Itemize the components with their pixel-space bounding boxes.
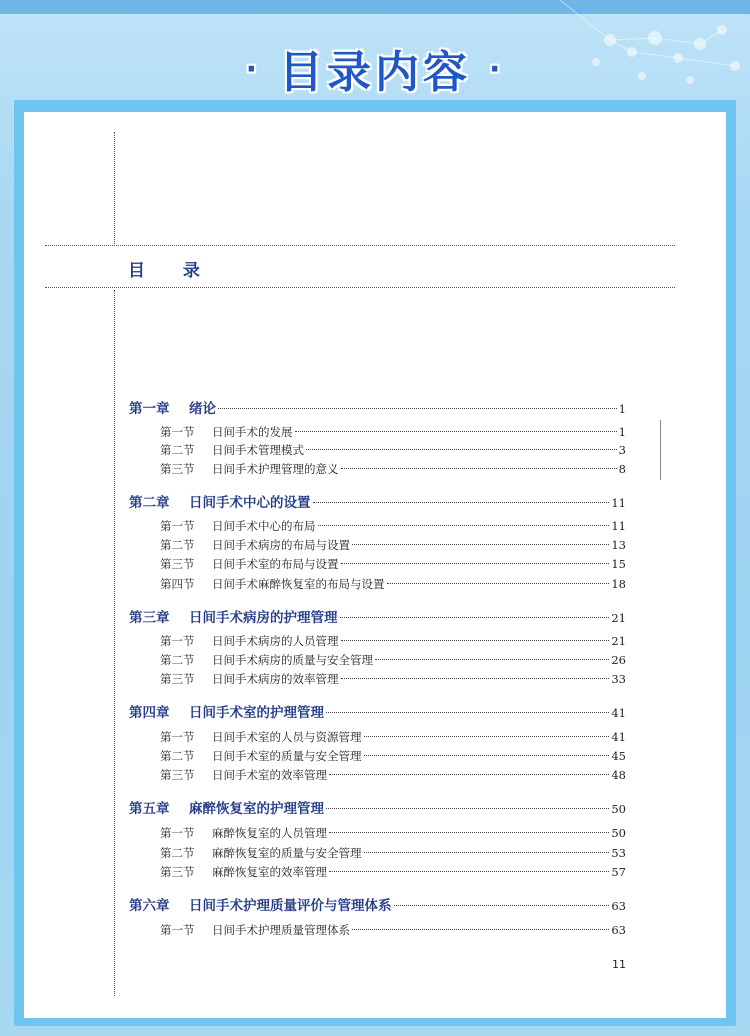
chapter-title: 日间手术中心的设置: [189, 495, 311, 511]
section-number: 第三节: [160, 557, 195, 571]
toc-section-row: [160, 864, 626, 880]
section-title: 日间手术室的布局与设置: [212, 557, 339, 571]
dot-leader: [340, 617, 610, 618]
dot-leader: [364, 755, 610, 756]
section-title: 麻醉恢复室的效率管理: [212, 865, 327, 879]
dot-leader: [387, 583, 610, 584]
section-title: 日间手术护理管理的意义: [212, 462, 339, 476]
toc-chapter-row: [129, 606, 626, 626]
chapter-number: 第六章: [129, 898, 170, 914]
page-header-title: [0, 36, 750, 100]
toc-heading: 目 录: [128, 261, 216, 281]
title-bullet-left: ·: [245, 52, 261, 87]
toc-section-row: [160, 825, 626, 841]
chapter-number: 第四章: [129, 705, 170, 721]
chapter-number: 第二章: [129, 495, 170, 511]
section-page-number: 11: [611, 519, 626, 533]
toc-section-row: [160, 922, 626, 938]
chapter-title: 麻醉恢复室的护理管理: [189, 801, 324, 817]
section-title: 日间手术室的人员与资源管理: [212, 730, 362, 744]
toc-section-row: [160, 576, 626, 592]
dot-leader: [326, 712, 609, 713]
section-number: 第三节: [160, 462, 195, 476]
section-number: 第一节: [160, 425, 195, 439]
section-number: 第一节: [160, 634, 195, 648]
title-bullet-right: ·: [489, 52, 505, 87]
section-number: 第三节: [160, 865, 195, 879]
dot-leader: [329, 774, 609, 775]
toc-chapter-row: [129, 894, 626, 914]
section-title: 日间手术病房的质量与安全管理: [212, 653, 373, 667]
toc-section-row: [160, 424, 626, 440]
section-number: 第二节: [160, 749, 195, 763]
header-title-text: 目录内容: [279, 47, 471, 98]
section-page-number: 8: [618, 462, 626, 476]
toc-section-row: [160, 652, 626, 668]
section-page-number: 33: [611, 672, 626, 686]
section-page-number: 48: [611, 768, 626, 782]
section-number: 第二节: [160, 653, 195, 667]
section-title: 日间手术病房的人员管理: [212, 634, 339, 648]
section-page-number: 57: [611, 865, 626, 879]
toc-section-row: [160, 729, 626, 745]
section-number: 第四节: [160, 577, 195, 591]
divider-line-top: [45, 245, 675, 246]
dot-leader: [341, 678, 610, 679]
section-page-number: 41: [611, 730, 626, 744]
dot-leader: [352, 929, 609, 930]
toc-chapter-row: [129, 701, 626, 721]
section-title: 日间手术的发展: [212, 425, 293, 439]
section-title: 日间手术室的质量与安全管理: [212, 749, 362, 763]
toc-section-row: [160, 461, 626, 477]
toc-chapter-row: [129, 797, 626, 817]
margin-line-top: [114, 132, 115, 244]
chapter-page-number: 41: [611, 706, 626, 720]
toc-section-row: [160, 767, 626, 783]
toc-section-row: [160, 748, 626, 764]
section-title: 麻醉恢复室的质量与安全管理: [212, 846, 362, 860]
section-page-number: 3: [618, 443, 626, 457]
section-page-number: 21: [611, 634, 626, 648]
toc-section-row: [160, 671, 626, 687]
chapter-page-number: 50: [611, 802, 626, 816]
toc-section-row: [160, 556, 626, 572]
dot-leader: [326, 808, 609, 809]
chapter-page-number: 63: [611, 899, 626, 913]
dot-leader: [318, 525, 610, 526]
page-number: 11: [612, 958, 626, 971]
section-page-number: 15: [611, 557, 626, 571]
section-title: 日间手术护理质量管理体系: [212, 923, 350, 937]
section-page-number: 26: [611, 653, 626, 667]
toc-section-row: [160, 537, 626, 553]
section-number: 第三节: [160, 672, 195, 686]
toc-section-row: [160, 518, 626, 534]
section-number: 第一节: [160, 730, 195, 744]
toc-chapter-row: [129, 397, 626, 417]
dot-leader: [313, 502, 610, 503]
dot-leader: [394, 905, 610, 906]
chapter-title: 日间手术护理质量评价与管理体系: [189, 898, 392, 914]
chapter-number: 第三章: [129, 610, 170, 626]
section-title: 麻醉恢复室的人员管理: [212, 826, 327, 840]
section-page-number: 45: [611, 749, 626, 763]
toc-chapter-row: [129, 491, 626, 511]
dot-leader: [341, 563, 610, 564]
section-page-number: 1: [618, 425, 626, 439]
chapter-title: 日间手术病房的护理管理: [189, 610, 338, 626]
section-page-number: 13: [611, 538, 626, 552]
section-title: 日间手术病房的效率管理: [212, 672, 339, 686]
section-title: 日间手术麻醉恢复室的布局与设置: [212, 577, 385, 591]
dot-leader: [306, 449, 617, 450]
section-page-number: 50: [611, 826, 626, 840]
section-number: 第二节: [160, 443, 195, 457]
section-number: 第一节: [160, 826, 195, 840]
margin-line-bottom: [114, 290, 115, 996]
chapter-title: 绪论: [189, 401, 216, 417]
chapter-title: 日间手术室的护理管理: [189, 705, 324, 721]
dot-leader: [295, 431, 617, 432]
page-edge-mark: [660, 420, 661, 480]
dot-leader: [364, 736, 610, 737]
section-number: 第一节: [160, 519, 195, 533]
section-number: 第二节: [160, 846, 195, 860]
toc-section-row: [160, 442, 626, 458]
dot-leader: [364, 852, 610, 853]
chapter-number: 第一章: [129, 401, 170, 417]
section-title: 日间手术室的效率管理: [212, 768, 327, 782]
toc-section-row: [160, 633, 626, 649]
section-number: 第一节: [160, 923, 195, 937]
dot-leader: [341, 468, 617, 469]
section-page-number: 18: [611, 577, 626, 591]
divider-line-bottom: [45, 287, 675, 288]
section-number: 第三节: [160, 768, 195, 782]
section-number: 第二节: [160, 538, 195, 552]
toc-section-row: [160, 845, 626, 861]
chapter-page-number: 21: [611, 611, 626, 625]
dot-leader: [218, 408, 617, 409]
dot-leader: [341, 640, 610, 641]
section-title: 日间手术管理模式: [212, 443, 304, 457]
dot-leader: [329, 832, 609, 833]
section-title: 日间手术中心的布局: [212, 519, 316, 533]
section-page-number: 53: [611, 846, 626, 860]
chapter-number: 第五章: [129, 801, 170, 817]
section-page-number: 63: [611, 923, 626, 937]
section-title: 日间手术病房的布局与设置: [212, 538, 350, 552]
chapter-page-number: 11: [611, 496, 626, 510]
dot-leader: [329, 871, 609, 872]
chapter-page-number: 1: [618, 402, 626, 416]
dot-leader: [352, 544, 609, 545]
dot-leader: [375, 659, 609, 660]
